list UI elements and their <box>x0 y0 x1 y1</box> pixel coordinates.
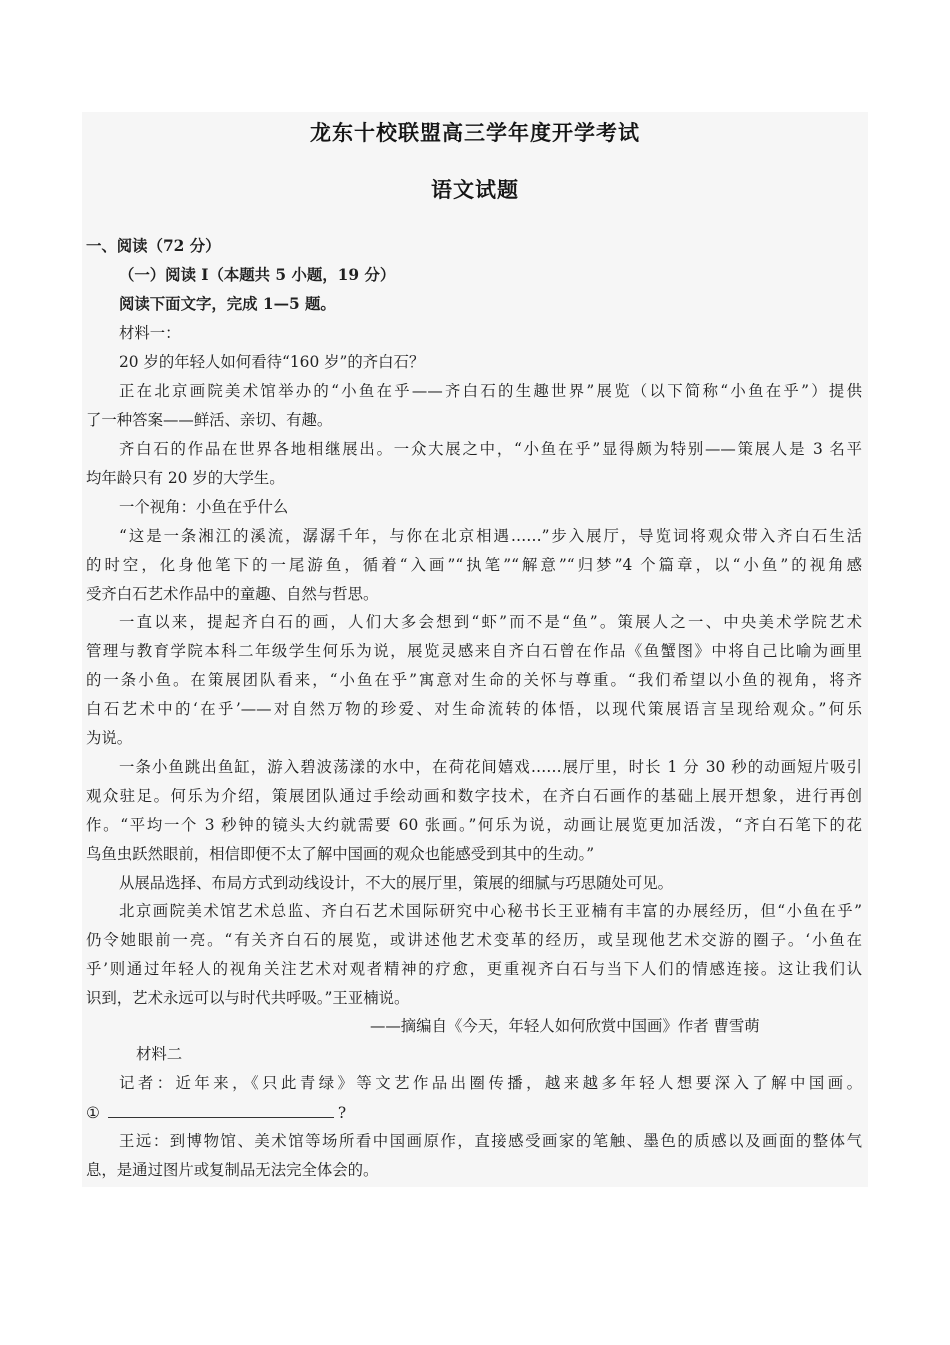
paragraph-line: 乎’则通过年轻人的视角关注艺术对观者精神的疗愈，更重视齐白石与当下人们的情感连接。这让我们认 <box>86 960 862 978</box>
paragraph-line: 一条小鱼跳出鱼缸，游入碧波荡漾的水中，在荷花间嬉戏……展厅里，时长 1 分 30 秒的动画短片吸引 <box>119 758 862 776</box>
answer-blank[interactable] <box>108 1102 334 1118</box>
part-heading: （一）阅读 I（本题共 5 小题，19 分） <box>119 266 396 284</box>
paragraph-line: 观众驻足。何乐为介绍，策展团队通过手绘动画和数字技术，在齐白石画作的基础上展开想象，进行再创 <box>86 787 862 805</box>
exam-subtitle: 语文试题 <box>431 177 519 202</box>
paragraph-line: 息，是通过图片或复制品无法完全体会的。 <box>86 1161 379 1179</box>
paragraph-line: 白石艺术中的‘在乎’——对自然万物的珍爱、对生命流转的体悟，以现代策展语言呈现给观众。”何乐 <box>86 700 862 718</box>
paragraph-line: 受齐白石艺术作品中的童趣、自然与哲思。 <box>86 585 379 603</box>
paragraph-line: 记者：近年来，《只此青绿》等文艺作品出圈传播，越来越多年轻人想要深入了解中国画。 <box>119 1074 862 1092</box>
paragraph-line: 北京画院美术馆艺术总监、齐白石艺术国际研究中心秘书长王亚楠有丰富的办展经历，但“小鱼在乎” <box>119 902 862 920</box>
section-subheading: 一个视角：小鱼在乎什么 <box>119 498 289 516</box>
paragraph-line: 管理与教育学院本科二年级学生何乐为说，展览灵感来自齐白石曾在作品《鱼蟹图》中将自己比喻为画里 <box>86 642 862 660</box>
paragraph-line: 鸟鱼虫跃然眼前，相信即便不太了解中国画的观众也能感受到其中的生动。” <box>86 845 595 863</box>
question-blank-line <box>86 1102 346 1123</box>
question-mark: ? <box>337 1104 347 1122</box>
paragraph-line: 仍令她眼前一亮。“有关齐白石的展览，或讲述他艺术变革的经历，或呈现他艺术交游的圈子。‘小鱼在 <box>86 931 862 949</box>
circled-number: ① <box>86 1104 100 1122</box>
paragraph-line: 20 岁的年轻人如何看待“160 岁”的齐白石？ <box>119 353 425 371</box>
paragraph-line: 作。“平均一个 3 秒钟的镜头大约就需要 60 张画。”何乐为说，动画让展览更加活泼，“齐白石笔下的花 <box>86 816 862 834</box>
paragraph-line: 为说。 <box>86 729 133 747</box>
paragraph-line: 一直以来，提起齐白石的画，人们大多会想到“虾”而不是“鱼”。策展人之一、中央美术学院艺术 <box>119 613 862 631</box>
paragraph-line: 了一种答案——鲜活、亲切、有趣。 <box>86 411 333 429</box>
paragraph-line: 均年龄只有 20 岁的大学生。 <box>86 469 285 487</box>
material-1-label: 材料一： <box>119 324 181 342</box>
instruction: 阅读下面文字，完成 1—5 题。 <box>119 295 336 313</box>
paragraph-line: “这是一条湘江的溪流，潺潺千年，与你在北京相遇……”步入展厅，导览词将观众带入齐白石生活 <box>119 527 862 545</box>
source-citation: ——摘编自《今天，年轻人如何欣赏中国画》作者 曹雪萌 <box>370 1017 760 1035</box>
paragraph-line: 的时空，化身他笔下的一尾游鱼，循着“入画”“执笔”“解意”“归梦”4 个篇章，以“小鱼”的视角感 <box>86 556 862 574</box>
paragraph-line: 王远：到博物馆、美术馆等场所看中国画原作，直接感受画家的笔触、墨色的质感以及画面的整体气 <box>119 1132 862 1150</box>
material-2-label: 材料二 <box>136 1045 183 1063</box>
section-heading: 一、阅读（72 分） <box>86 237 221 255</box>
paragraph-line: 识到，艺术永远可以与时代共呼吸。”王亚楠说。 <box>86 989 410 1007</box>
exam-title: 龙东十校联盟高三学年度开学考试 <box>310 120 640 145</box>
paragraph-line: 的一条小鱼。在策展团队看来，“小鱼在乎”寓意对生命的关怀与尊重。“我们希望以小鱼的视角，将齐 <box>86 671 862 689</box>
paragraph-line: 正在北京画院美术馆举办的“小鱼在乎——齐白石的生趣世界”展览（以下简称“小鱼在乎”）提供 <box>119 382 862 400</box>
paragraph-line: 齐白石的作品在世界各地相继展出。一众大展之中，“小鱼在乎”显得颇为特别——策展人是 3 名平 <box>119 440 862 458</box>
paragraph-line: 从展品选择、布局方式到动线设计，不大的展厅里，策展的细腻与巧思随处可见。 <box>119 874 674 892</box>
